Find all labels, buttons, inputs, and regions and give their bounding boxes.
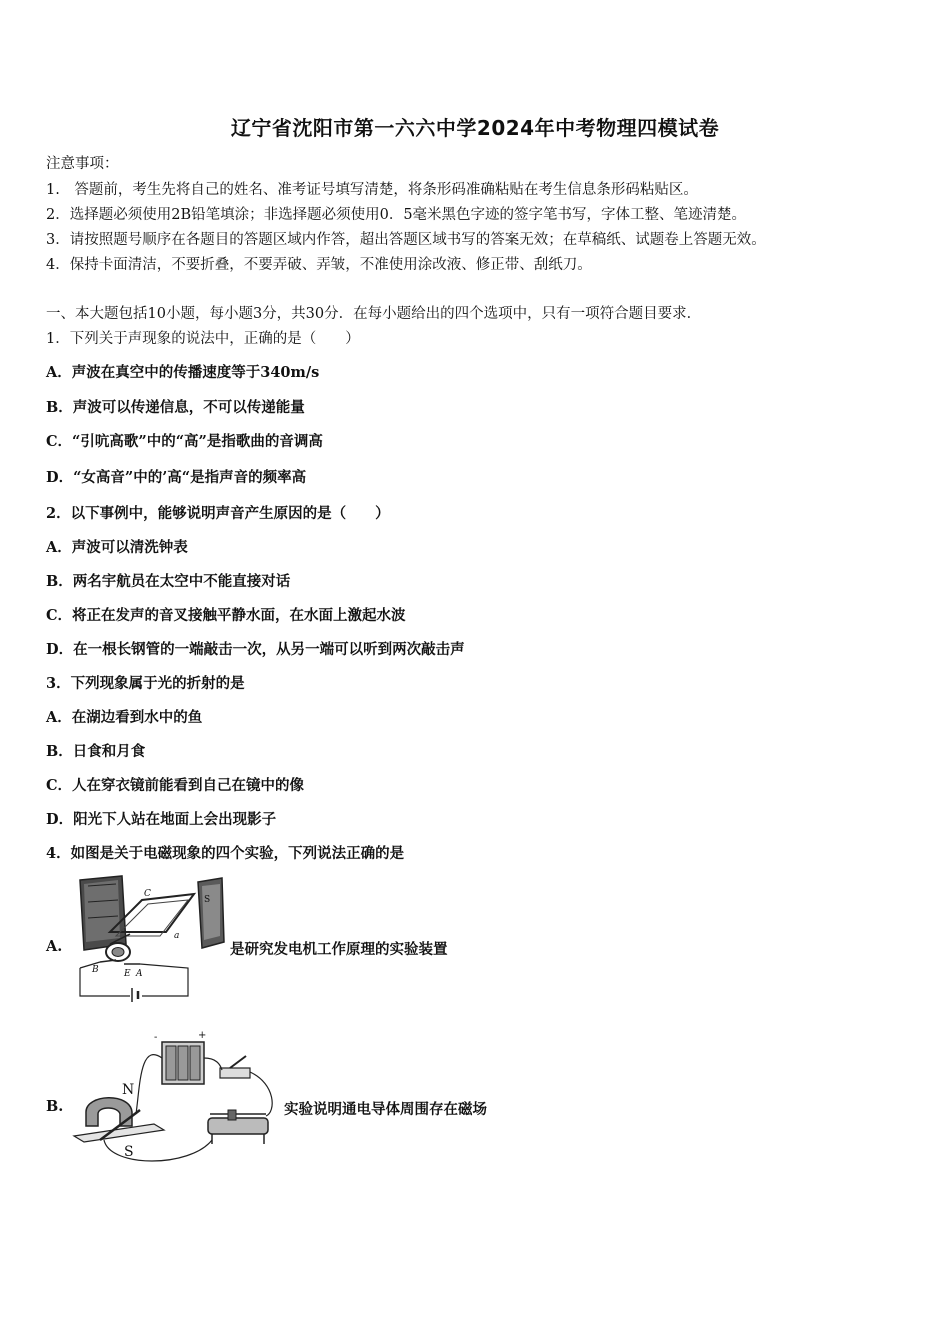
option-letter: A. [46,938,63,955]
question-stem: 1．下列关于声现象的说法中，正确的是（ ） [46,331,360,347]
fig-label: E [124,969,131,979]
option-text: 是研究发电机工作原理的实验装置 [230,941,448,958]
fig-label: a [174,931,180,941]
fig-label: S [124,1144,134,1160]
answer-option: B．两名宇航员在太空中不能直接对话 [46,573,291,590]
answer-option: B．日食和月食 [46,743,146,760]
figure-generator-setup [70,872,230,1004]
conductor-diagram-image [70,1028,282,1168]
fig-label: - [154,1032,158,1043]
figure-conductor-magnetic-setup [70,1028,282,1168]
option-letter: B. [46,1098,64,1115]
question-stem: 2．以下事例中，能够说明声音产生原因的是（ ） [46,505,390,522]
fig-label: N [122,1082,135,1098]
notice-item: 1. 答题前，考生先将自己的姓名、准考证号填写清楚，将条形码准确粘贴在考生信息条形码粘贴区。 [46,182,698,198]
notice-item: 4．保持卡面清洁，不要折叠，不要弄破、弄皱，不准使用涂改液、修正带、刮纸刀。 [46,257,592,273]
answer-option: D．在一根长钢管的一端敲击一次，从另一端可以听到两次敲击声 [46,641,465,658]
fig-label: B [92,965,99,975]
fig-label: A [136,969,143,979]
answer-option: A．在湖边看到水中的鱼 [46,709,203,726]
generator-diagram-image [70,872,230,1004]
answer-option: A．声波在真空中的传播速度等于340m/s [46,364,320,381]
notice-heading: 注意事项： [46,156,119,172]
answer-option: C．“引吭高歌”中的“高”是指歌曲的音调高 [46,433,323,450]
fig-label: C [144,889,151,899]
answer-option: D．阳光下人站在地面上会出现影子 [46,811,277,828]
page-title: 辽宁省沈阳市第一六六中学2024年中考物理四模试卷 [230,116,720,140]
question-stem: 3．下列现象属于光的折射的是 [46,675,245,692]
answer-option: C．人在穿衣镜前能看到自己在镜中的像 [46,777,305,794]
answer-option: D．“女高音”中的’高“是指声音的频率高 [46,469,307,486]
section-instruction: 一、本大题包括10小题，每小题3分，共30分．在每小题给出的四个选项中，只有一项符合题目要求． [46,306,702,322]
notice-item: 3．请按照题号顺序在各题目的答题区域内作答，超出答题区域书写的答案无效；在草稿纸、试题卷上答题无效。 [46,232,766,248]
answer-option: C．将正在发声的音叉接触平静水面，在水面上激起水波 [46,607,406,624]
notice-item: 2．选择题必须使用2B铅笔填涂；非选择题必须使用0．5毫米黑色字迹的签字笔书写，字体工整、笔迹清楚。 [46,207,747,223]
answer-option: A．声波可以清洗钟表 [46,539,188,556]
fig-label: S [204,895,211,905]
option-text: 实验说明通电导体周围存在磁场 [284,1101,487,1118]
question-stem: 4．如图是关于电磁现象的四个实验，下列说法正确的是 [46,845,405,862]
answer-option: B．声波可以传递信息，不可以传递能量 [46,399,305,416]
fig-label: + [198,1030,207,1041]
